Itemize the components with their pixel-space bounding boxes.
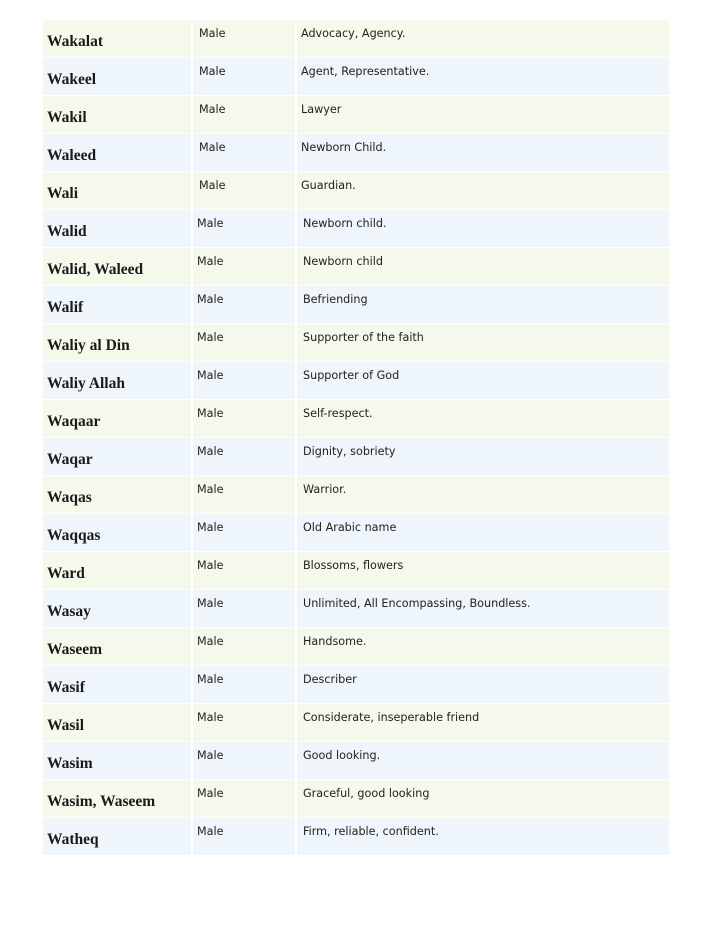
meaning-cell [297, 286, 669, 324]
gender-cell [193, 210, 297, 248]
gender-cell [193, 58, 297, 96]
gender-text: Male [199, 103, 226, 116]
name-text: Wali [47, 185, 79, 202]
name-text: Walif [47, 299, 84, 316]
gender-cell [193, 628, 297, 666]
gender-text: Male [197, 559, 224, 572]
gender-text: Male [199, 179, 226, 192]
gender-text: Male [197, 673, 224, 686]
name-text: Waleed [47, 147, 97, 164]
gender-text: Male [197, 749, 224, 762]
meaning-text: Newborn Child. [301, 141, 387, 154]
meaning-cell [297, 438, 669, 476]
name-cell [43, 58, 193, 96]
meaning-cell [297, 58, 669, 96]
name-text: Wakalat [47, 33, 103, 50]
meaning-text: Handsome. [303, 635, 367, 648]
name-cell [43, 742, 193, 780]
table-row [43, 742, 669, 780]
name-text: Wasim [47, 755, 93, 772]
gender-cell [193, 666, 297, 704]
name-cell [43, 324, 193, 362]
name-cell [43, 248, 193, 286]
meaning-text: Agent, Representative. [301, 65, 430, 78]
meaning-cell [297, 628, 669, 666]
name-cell [43, 628, 193, 666]
meaning-text: Befriending [303, 293, 368, 306]
table-row [43, 172, 669, 210]
name-cell [43, 666, 193, 704]
meaning-text: Advocacy, Agency. [301, 27, 406, 40]
meaning-text: Warrior. [303, 483, 347, 496]
gender-text: Male [197, 217, 224, 230]
name-text: Waqaar [47, 413, 101, 430]
gender-text: Male [197, 407, 224, 420]
meaning-cell [297, 742, 669, 780]
meaning-cell [297, 210, 669, 248]
meaning-text: Self-respect. [303, 407, 373, 420]
meaning-text: Considerate, inseperable friend [303, 711, 480, 724]
name-cell [43, 20, 193, 58]
meaning-cell [297, 704, 669, 742]
name-text: Waliy al Din [47, 337, 130, 354]
gender-cell [193, 514, 297, 552]
name-text: Ward [47, 565, 85, 582]
gender-text: Male [197, 825, 224, 838]
gender-text: Male [197, 255, 224, 268]
meaning-text: Old Arabic name [303, 521, 397, 534]
gender-cell [193, 400, 297, 438]
name-cell [43, 172, 193, 210]
table-row [43, 210, 669, 248]
table-row [43, 514, 669, 552]
gender-text: Male [197, 293, 224, 306]
name-cell [43, 476, 193, 514]
gender-cell [193, 20, 297, 58]
name-text: Wasay [47, 603, 91, 620]
name-text: Wakeel [47, 71, 97, 88]
table-row [43, 20, 669, 58]
name-text: Walid, Waleed [47, 261, 144, 278]
table-row [43, 628, 669, 666]
gender-text: Male [197, 711, 224, 724]
name-cell [43, 286, 193, 324]
meaning-text: Lawyer [301, 103, 342, 116]
gender-cell [193, 324, 297, 362]
gender-cell [193, 742, 297, 780]
meaning-cell [297, 476, 669, 514]
meaning-cell [297, 590, 669, 628]
name-cell [43, 96, 193, 134]
meaning-text: Supporter of God [303, 369, 400, 382]
meaning-text: Dignity, sobriety [303, 445, 396, 458]
name-text: Waqas [47, 489, 92, 506]
meaning-cell [297, 172, 669, 210]
table-row [43, 58, 669, 96]
gender-text: Male [197, 483, 224, 496]
gender-text: Male [197, 331, 224, 344]
gender-cell [193, 248, 297, 286]
name-cell [43, 590, 193, 628]
table-row [43, 324, 669, 362]
table-row [43, 362, 669, 400]
name-text: Waliy Allah [47, 375, 125, 392]
table-row [43, 818, 669, 856]
gender-cell [193, 286, 297, 324]
gender-cell [193, 704, 297, 742]
meaning-text: Firm, reliable, confident. [303, 825, 439, 838]
meaning-cell [297, 134, 669, 172]
table-row [43, 704, 669, 742]
name-text: Wasif [47, 679, 85, 696]
meaning-cell [297, 400, 669, 438]
name-cell [43, 400, 193, 438]
gender-text: Male [199, 65, 226, 78]
meaning-text: Good looking. [303, 749, 381, 762]
names-table [43, 20, 669, 856]
table-row [43, 134, 669, 172]
meaning-cell [297, 780, 669, 818]
meaning-cell [297, 324, 669, 362]
meaning-cell [297, 552, 669, 590]
name-cell [43, 552, 193, 590]
gender-cell [193, 552, 297, 590]
table-row [43, 400, 669, 438]
meaning-text: Newborn child. [303, 217, 387, 230]
table-row [43, 96, 669, 134]
name-text: Waqar [47, 451, 93, 468]
name-cell [43, 818, 193, 856]
meaning-cell [297, 666, 669, 704]
name-cell [43, 362, 193, 400]
table-row [43, 438, 669, 476]
gender-cell [193, 438, 297, 476]
name-text: Walid [47, 223, 87, 240]
name-text: Wakil [47, 109, 87, 126]
gender-cell [193, 134, 297, 172]
meaning-cell [297, 818, 669, 856]
name-text: Waqqas [47, 527, 101, 544]
name-text: Watheq [47, 831, 99, 848]
meaning-text: Graceful, good looking [303, 787, 430, 800]
name-text: Wasil [47, 717, 85, 734]
meaning-text: Guardian. [301, 179, 356, 192]
name-cell [43, 704, 193, 742]
name-cell [43, 134, 193, 172]
table-row [43, 552, 669, 590]
name-cell [43, 514, 193, 552]
gender-text: Male [197, 787, 224, 800]
name-text: Waseem [47, 641, 103, 658]
gender-cell [193, 780, 297, 818]
name-cell [43, 780, 193, 818]
gender-cell [193, 362, 297, 400]
gender-cell [193, 590, 297, 628]
gender-text: Male [199, 141, 226, 154]
gender-text: Male [197, 445, 224, 458]
table-row [43, 248, 669, 286]
gender-cell [193, 172, 297, 210]
meaning-cell [297, 514, 669, 552]
meaning-cell [297, 362, 669, 400]
gender-cell [193, 96, 297, 134]
name-cell [43, 438, 193, 476]
meaning-text: Unlimited, All Encompassing, Boundless. [303, 597, 531, 610]
table-row [43, 286, 669, 324]
gender-text: Male [199, 27, 226, 40]
meaning-text: Supporter of the faith [303, 331, 424, 344]
table-row [43, 666, 669, 704]
gender-text: Male [197, 635, 224, 648]
meaning-text: Describer [303, 673, 357, 686]
meaning-cell [297, 96, 669, 134]
meaning-text: Newborn child [303, 255, 383, 268]
name-cell [43, 210, 193, 248]
names-table-body [43, 20, 669, 856]
gender-cell [193, 476, 297, 514]
name-text: Wasim, Waseem [47, 793, 156, 810]
meaning-text: Blossoms, flowers [303, 559, 404, 572]
gender-text: Male [197, 369, 224, 382]
meaning-cell [297, 248, 669, 286]
gender-cell [193, 818, 297, 856]
table-row [43, 780, 669, 818]
gender-text: Male [197, 521, 224, 534]
table-row [43, 590, 669, 628]
table-row [43, 476, 669, 514]
gender-text: Male [197, 597, 224, 610]
meaning-cell [297, 20, 669, 58]
